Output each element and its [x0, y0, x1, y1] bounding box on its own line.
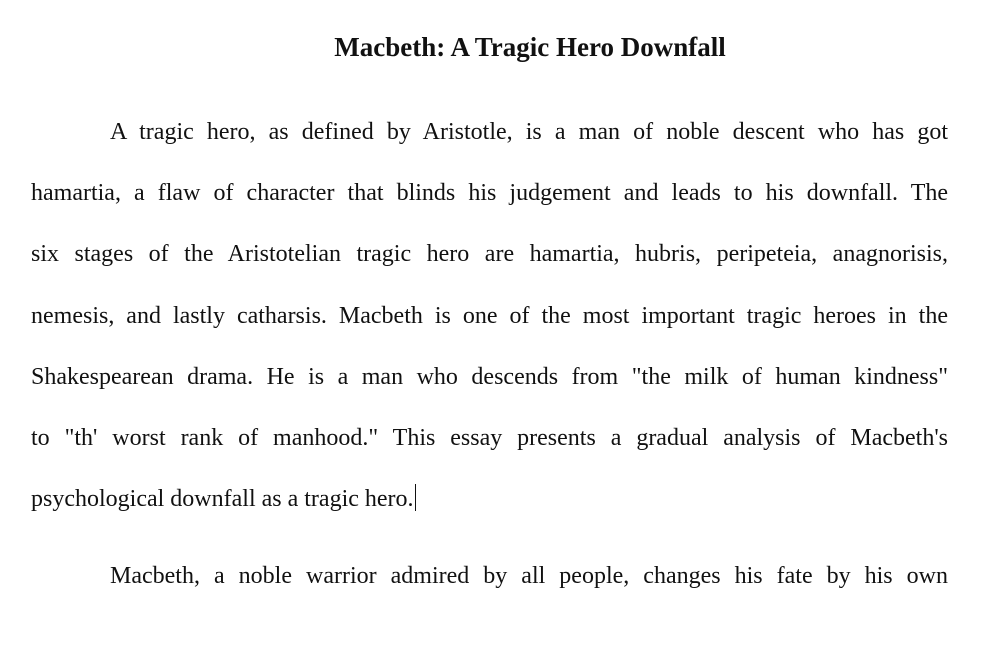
paragraph-2-line-1: Macbeth, a noble warrior admired by all people, changes his fate by his own — [110, 563, 948, 589]
paragraph-1-line-5: Shakespearean drama. He is a man who descends from "the milk of human kindness" — [31, 363, 948, 390]
paragraph-2[interactable] — [31, 546, 948, 607]
paragraph-1-line-7 — [31, 469, 948, 530]
paragraph-1-line-4: nemesis, and lastly catharsis. Macbeth is one of the most important tragic heroes in the — [31, 302, 948, 329]
text-cursor — [415, 484, 416, 511]
document-title: Macbeth: A Tragic Hero Downfall — [334, 32, 726, 62]
paragraph-1-line-2: hamartia, a flaw of character that blinds his judgement and leads to his downfall. The — [31, 180, 948, 207]
paragraph-1-line-1: A tragic hero, as defined by Aristotle, is a man of noble descent who has got — [110, 119, 948, 145]
paragraph-1[interactable] — [31, 102, 948, 530]
paragraph-1-line-7-text: psychological downfall as a tragic hero. — [31, 486, 414, 513]
paragraph-1-line-6: to "th' worst rank of manhood." This essay presents a gradual analysis of Macbeth's — [31, 424, 948, 451]
paragraph-1-line-3: six stages of the Aristotelian tragic hero are hamartia, hubris, peripeteia, anagnorisis, — [31, 241, 948, 268]
